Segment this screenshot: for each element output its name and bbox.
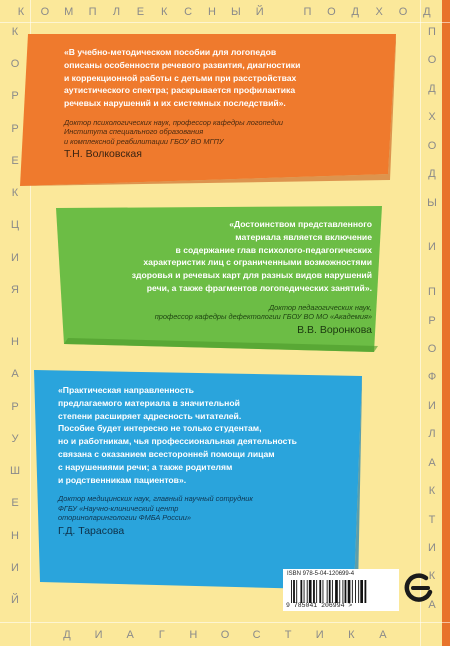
barcode-bar — [319, 580, 321, 603]
frame-letter: А — [379, 629, 387, 641]
barcode-bar — [291, 580, 292, 603]
frame-letter: Д — [423, 6, 431, 18]
frame-bottom-letters — [60, 629, 390, 641]
barcode — [283, 569, 399, 611]
frame-letter: Р — [11, 90, 19, 103]
frame-letter: К — [11, 187, 19, 200]
barcode-bar — [335, 580, 338, 603]
frame-letter: Ы — [231, 6, 241, 18]
barcode-bar — [360, 580, 363, 603]
barcode-bar — [352, 580, 353, 603]
barcode-bar — [304, 580, 305, 603]
frame-letter: Г — [158, 629, 165, 641]
frame-letter: Р — [428, 314, 436, 327]
frame-letter: И — [428, 241, 436, 254]
frame-letter: А — [428, 456, 436, 469]
frame-letter: К — [348, 629, 355, 641]
review-panel-blue — [34, 370, 362, 590]
frame-letter: Л — [112, 6, 121, 18]
barcode-bar — [323, 580, 324, 603]
frame-letter: М — [64, 6, 74, 18]
barcode-bar — [355, 580, 356, 603]
barcode-bar — [345, 580, 347, 603]
frame-letter: О — [427, 343, 437, 356]
frame-letter: А — [428, 598, 436, 611]
frame-letter: Х — [375, 6, 383, 18]
review-quote: «В учебно-методическом пособии для логопедов описаны особенности речевого развития, диагностики и коррекционной работы с детьми при расстройствах аутистического спектра; раскрывается профилактика речевых нарушений и их системных последствий». — [64, 47, 301, 109]
barcode-bar — [358, 580, 359, 603]
barcode-bar — [339, 580, 340, 603]
frame-letter: Д — [428, 168, 436, 181]
frame-letter: К — [428, 570, 436, 583]
frame-letter: Ы — [427, 196, 437, 209]
frame-letter: Ц — [10, 219, 20, 232]
frame-letter: О — [427, 139, 437, 152]
frame-letter: Ф — [427, 371, 437, 384]
frame-letter: Н — [11, 336, 19, 349]
grid-line — [420, 0, 421, 646]
frame-top-letters — [14, 6, 434, 18]
frame-letter: К — [428, 485, 436, 498]
reviewer-credentials: Доктор медицинских наук, главный научный сотрудник ФГБУ «Научно-клинический центр оториноларингологии ФМБА России» — [58, 494, 253, 523]
reviewer-name: Г.Д. Тарасова — [58, 524, 125, 537]
barcode-digits: 9 785041 206994 > — [286, 602, 353, 609]
frame-letter: Ш — [9, 465, 21, 478]
frame-letter: П — [428, 26, 436, 38]
frame-right-letters — [425, 26, 439, 611]
frame-letter: И — [11, 561, 19, 574]
publisher-logo-icon — [404, 572, 436, 604]
reviewer-name: Т.Н. Волковская — [64, 148, 142, 161]
frame-letter: Н — [11, 529, 19, 542]
reviewer-credentials: Доктор психологических наук, профессор кафедры логопедии Института специального образования и комплексной реабилитации ГБОУ ВО МГПУ — [64, 117, 283, 146]
frame-letter: Е — [136, 6, 145, 18]
frame-letter: О — [398, 6, 408, 18]
frame-letter: Х — [428, 111, 436, 124]
barcode-bar — [316, 580, 317, 603]
barcode-bar — [342, 580, 343, 603]
frame-letter: Й — [11, 593, 19, 606]
barcode-bar — [300, 580, 302, 603]
frame-letter: Н — [189, 629, 198, 641]
barcode-bar — [309, 580, 312, 603]
frame-letter: Й — [255, 6, 264, 18]
frame-letter: К — [17, 6, 25, 18]
review-panel-orange — [20, 34, 396, 186]
frame-letter: Т — [428, 513, 436, 526]
frame-letter: Д — [428, 82, 436, 95]
frame-letter: К — [161, 6, 168, 18]
frame-letter: С — [184, 6, 193, 18]
barcode-bar — [329, 580, 331, 603]
frame-letter: Р — [11, 122, 19, 135]
barcode-bar — [327, 580, 328, 603]
frame-letter: Я — [11, 283, 19, 296]
barcode-bar — [332, 580, 333, 603]
spine-edge — [442, 0, 450, 646]
frame-letter: П — [428, 286, 436, 299]
review-quote: «Практическая направленность предлагаемого материала в значительной степени расширяет адресность читателей. Пособие будет интересно не только студентам, но и работникам, чья профессиональная деятельность связана с оказанием всесторонней помощи лицам с нарушениями речи; а также родителям и родственникам пациентов». — [58, 385, 297, 485]
frame-letter: Т — [284, 629, 292, 641]
reviewer-credentials: Доктор педагогических наук, профессор кафедры дефектологии ГБОУ ВО МО «Академия» — [154, 302, 372, 322]
frame-letter: И — [11, 251, 19, 264]
frame-letter: Е — [11, 154, 19, 167]
frame-letter: Д — [63, 629, 71, 641]
frame-letter: П — [88, 6, 97, 18]
barcode-bar — [365, 580, 367, 603]
frame-letter: Д — [351, 6, 359, 18]
frame-letter: И — [428, 399, 436, 412]
barcode-bar — [296, 580, 297, 603]
frame-letter: К — [11, 26, 19, 38]
frame-letter: И — [94, 629, 103, 641]
frame-letter: И — [428, 542, 436, 555]
frame-letter: У — [11, 432, 19, 445]
frame-letter: Л — [428, 428, 436, 441]
review-quote: «Достоинством представленного материала является включение в содержание глав психолого-педагогических характеристик лиц с ограниченными возможностями здоровья и речевых карт для разных видов нарушений речи, а также фрагментов логопедических занятий». — [131, 219, 372, 293]
frame-letter: О — [220, 629, 230, 641]
frame-letter: О — [327, 6, 336, 18]
reviewer-name: В.В. Воронкова — [297, 323, 372, 336]
frame-letter: О — [40, 6, 50, 18]
barcode-bar — [293, 580, 295, 603]
barcode-bar — [348, 580, 351, 603]
grid-line — [0, 622, 450, 623]
frame-letter: Н — [208, 6, 216, 18]
frame-letter: С — [252, 629, 261, 641]
frame-letter: О — [10, 58, 20, 71]
frame-letter: А — [11, 368, 19, 381]
frame-letter: Е — [11, 497, 19, 510]
review-panel-green — [56, 206, 382, 352]
frame-letter: И — [315, 629, 324, 641]
frame-letter: О — [427, 54, 437, 67]
barcode-bar — [313, 580, 315, 603]
barcode-bars — [291, 580, 391, 603]
frame-letter: А — [126, 629, 134, 641]
barcode-bar — [307, 580, 308, 603]
frame-letter: П — [303, 6, 312, 18]
grid-line — [0, 22, 450, 23]
isbn-label: ISBN 978-5-04-120699-4 — [287, 571, 355, 577]
frame-letter — [277, 6, 291, 18]
frame-letter: Р — [11, 400, 19, 413]
